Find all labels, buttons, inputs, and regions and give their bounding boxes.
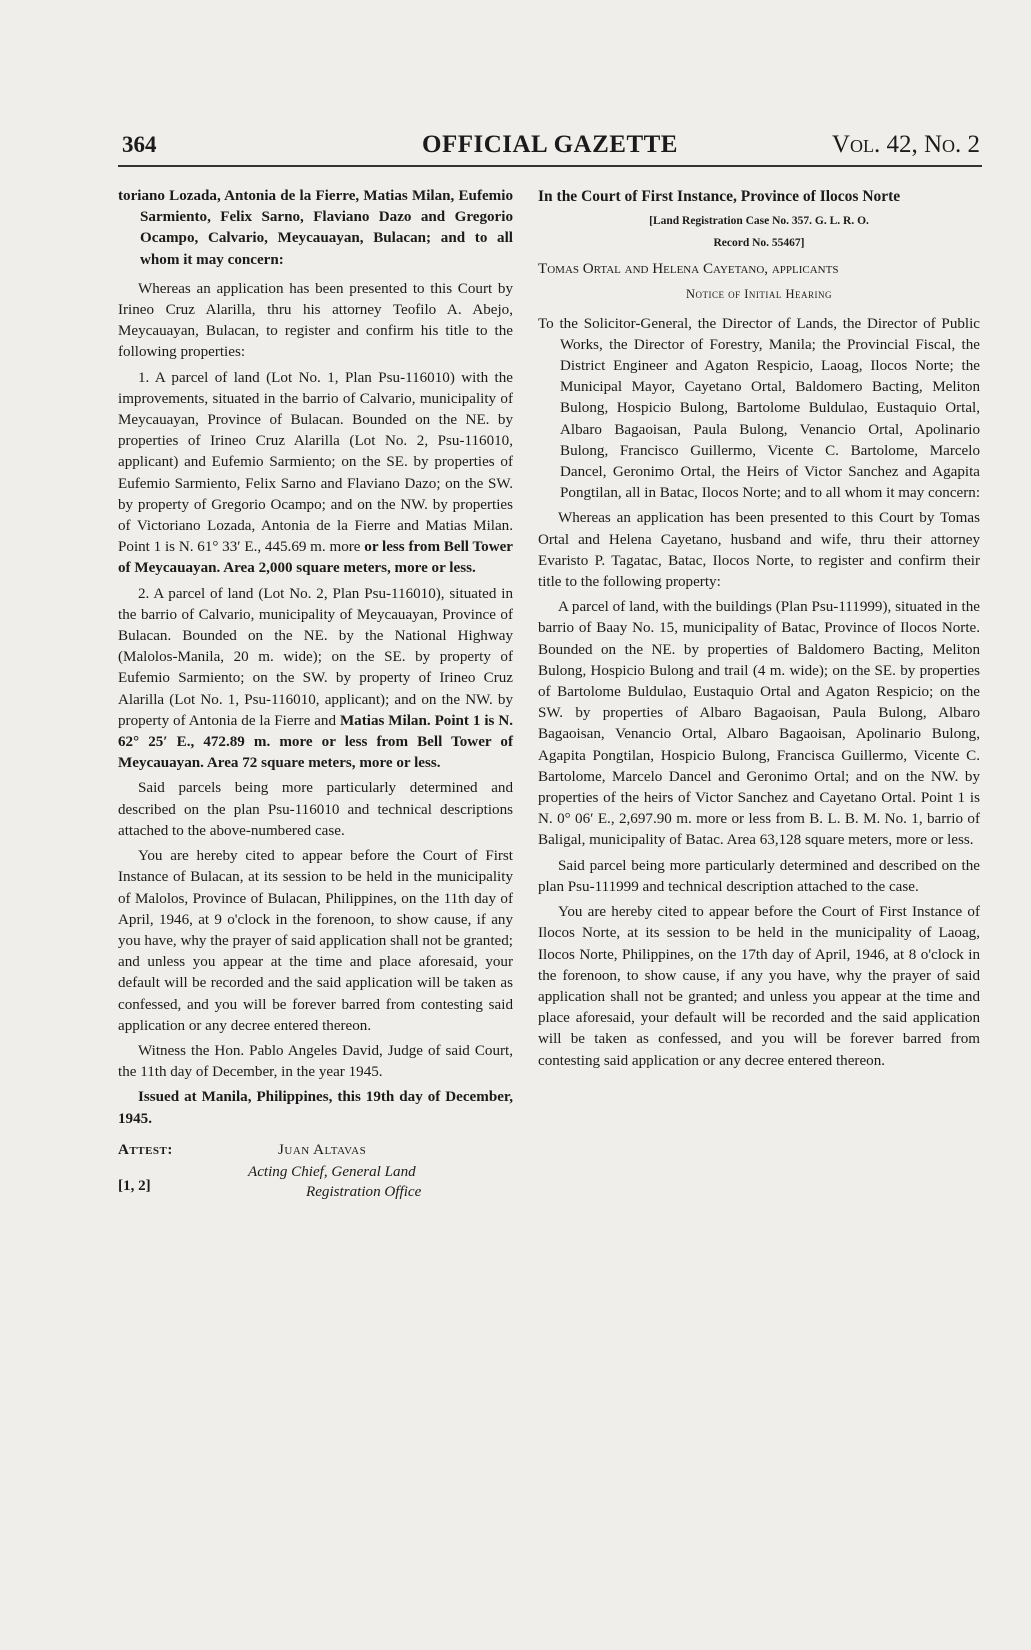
publication-title: OFFICIAL GAZETTE [422, 131, 678, 158]
reference-number: [1, 2] [118, 1177, 151, 1194]
attest-label: Attest: [118, 1141, 173, 1158]
left-paragraph-plan: Said parcels being more particularly determined and described on the plan Psu-116010 and technical descriptions attached to the above-numbered case. [118, 780, 513, 839]
left-paragraph-lot-2: 2. A parcel of land (Lot No. 2, Plan Psu-116010), situated in the barrio of Calvario, municipality of Meycauayan, Province of Bulacan. Bounded on the NE. by the National Highway (Malolos-Manila, 20 m. wide); on the SE. by property of Eufemio Sarmiento; on the SW. by property of Irineo Cruz Alarilla (Lot No. 1, Psu-116010, applicant); and on the NW. by property of Antonia de la Fierre and Matias Milan. Point 1 is N. 62° 25′ E., 472.89 m. more or less from Bell Tower of Meycauayan. Area 72 square meters, more or less. [118, 585, 513, 772]
left-paragraph-citation: You are hereby cited to appear before the Court of First Instance of Bulacan, at its session to be held in the municipality of Malolos, Province of Bulacan, Philippines, on the 11th day of April, 1946, at 9 o'clock in the forenoon, to show cause, if any you have, why the prayer of said application shall not be granted; and unless you appear at the time and place aforesaid, your default will be recorded and the said application will be taken as confessed, and you will be forever barred from contesting said application or any decree entered thereon. [118, 848, 513, 1034]
left-paragraph-1: Whereas an application has been presented to this Court by Irineo Cruz Alarilla, thru his attorney Teofilo A. Abejo, Meycauayan, Bulacan, to register and confirm his title to the following properties: [118, 280, 513, 361]
left-column [118, 186, 513, 1206]
notice-heading: Notice of Initial Hearing [685, 287, 833, 302]
page-number: 364 [122, 132, 157, 157]
right-addressees: To the Solicitor-General, the Director of Lands, the Director of Public Works, the Director of Forestry, Manila; the Provincial Fiscal, the District Engineer and Agaton Respicio, Laoag, Ilocos Norte; the Municipal Mayor, Cayetano Ortal, Baldomero Bacting, Meliton Bulong, Hospicio Bulong, Bartolome Buldulao, Eustaquio Ortal, Albaro Bagaoisan, Paula Bulong, Venancio Ortal, Apolinario Bulong, Francisco Guillermo, Vicente C. Bartolome, Marcelo Dancel, Geronimo Ortal, the Heirs of Victor Sanchez and Agapita Pongtilan, all in Batac, Ilocos Norte; and to all whom it may concern: [538, 315, 981, 502]
right-paragraph-1: Whereas an application has been presented to this Court by Tomas Ortal and Helena Cayetano, husband and wife, thru their attorney Evaristo P. Tagatac, Batac, Ilocos Norte, to register and confirm their title to the following property: [538, 510, 980, 591]
header-rule [118, 165, 982, 167]
left-paragraph-issued: Issued at Manila, Philippines, this 19th day of December, 1945. [118, 1089, 513, 1127]
case-reference-line-1: [Land Registration Case No. 357. G. L. R. O. [649, 215, 869, 228]
page-header [120, 130, 980, 164]
right-paragraph-parcel: A parcel of land, with the buildings (Plan Psu-111999), situated in the barrio of Baay No. 15, municipality of Batac, Province of Ilocos Norte. Bounded on the NE. by properties of Baldomero Bacting, Meliton Bulong, Hospicio Bulong and trail (4 m. wide); on the SE. by properties of Bartolome Buldulao, Eustaquio Ortal and Agaton Respicio; on the SW. by properties of Albaro Bagaoisan, Paula Bulong, Albaro Bagaoisan, Venancio Ortal, Albaro Bagaoisan, Apolinario Bulong, Agapita Pongtilan, Hospicio Bulong, Francisca Guillermo, Vicente C. Bartolome, Marcelo Dancel and Geronimo Ortal; and on the NW. by properties of the heirs of Victor Sanchez and Cayetano Ortal. Point 1 is N. 0° 06′ E., 2,697.90 m. more or less from B. L. B. M. No. 1, barrio of Baligal, municipality of Batac. Area 63,128 square meters, more or less. [538, 599, 980, 849]
left-paragraph-witness: Witness the Hon. Pablo Angeles David, Judge of said Court, the 11th day of December, in the year 1945. [118, 1042, 513, 1081]
applicants-line: Tomas Ortal and Helena Cayetano, applicants [538, 261, 839, 278]
signer-title-line-2: Registration Office [306, 1183, 422, 1200]
left-paragraph-lot-1: 1. A parcel of land (Lot No. 1, Plan Psu-116010) with the improvements, situated in the barrio of Calvario, municipality of Meycauayan, Province of Bulacan. Bounded on the NE. by properties of Irineo Cruz Alarilla (Lot No. 2, Psu-116010, applicant) and Eufemio Sarmiento; on the SE. by properties of Eufemio Sarmiento, Felix Sarno and Flaviano Dazo; on the SW. by property of Gregorio Ocampo; and on the NW. by properties of Victoriano Lozada, Antonia de la Fierre and Matias Milan. Point 1 is N. 61° 33′ E., 445.69 m. more or less from Bell Tower of Meycauayan. Area 2,000 square meters, more or less. [118, 369, 513, 577]
right-column [538, 186, 980, 1072]
signer-name: Juan Altavas [278, 1141, 367, 1158]
court-heading: In the Court of First Instance, Province of Ilocos Norte [538, 188, 901, 205]
right-paragraph-plan: Said parcel being more particularly determined and described on the plan Psu-111999 and technical description attached to the case. [538, 857, 980, 895]
signer-title-line-1: Acting Chief, General Land [248, 1163, 416, 1180]
signature-block [118, 1140, 513, 1206]
left-addressees: toriano Lozada, Antonia de la Fierre, Matias Milan, Eufemio Sarmiento, Felix Sarno, Flaviano Dazo and Gregorio Ocampo, Calvario, Meycauayan, Bulacan; and to all whom it may concern: [118, 188, 513, 268]
right-paragraph-citation: You are hereby cited to appear before the Court of First Instance of Ilocos Norte, at its session to be held in the municipality of Laoag, Ilocos Norte, Philippines, on the 17th day of April, 1946, at 8 o'clock in the forenoon, to show cause, if any you have, why the prayer of said application shall not be granted; and unless you appear at the time and place aforesaid, your default will be recorded and the said application will be taken as confessed, and you will be forever barred from contesting said application or any decree entered thereon. [538, 904, 980, 1069]
volume-label: Vol. 42, No. 2 [831, 131, 980, 158]
case-reference-line-2: Record No. 55467] [713, 237, 805, 250]
